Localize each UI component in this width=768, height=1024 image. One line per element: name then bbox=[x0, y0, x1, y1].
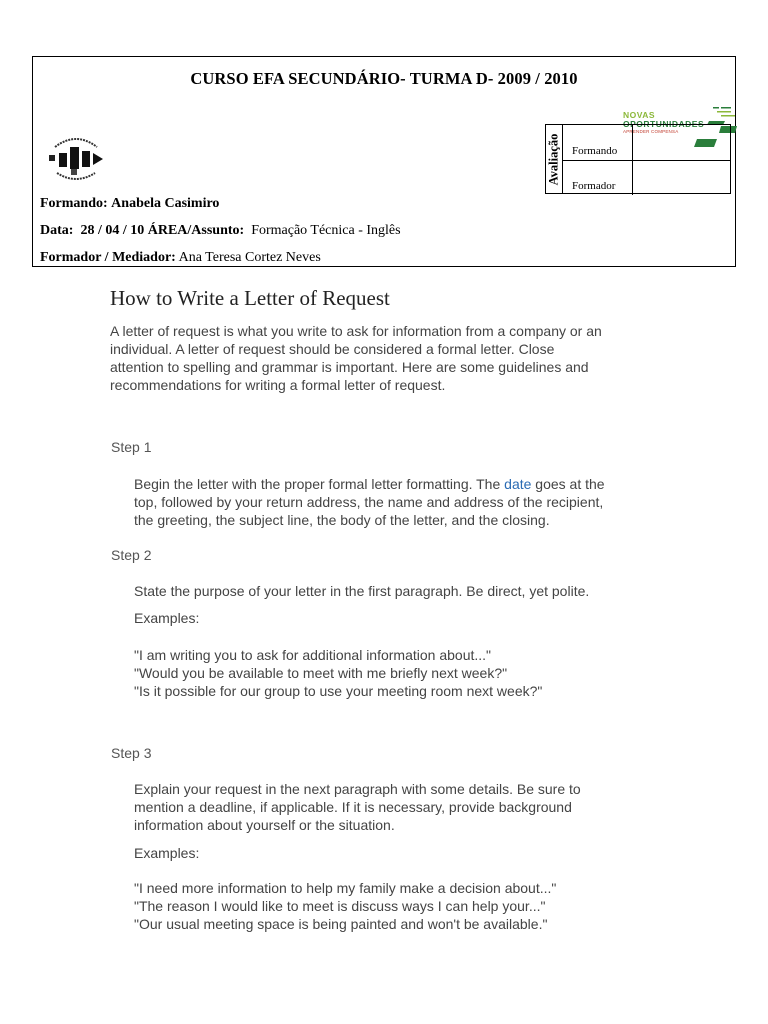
step-2-label: Step 2 bbox=[111, 547, 152, 563]
logo-text-oportunidades: OPORTUNIDADES bbox=[623, 119, 705, 129]
course-title: CURSO EFA SECUNDÁRIO- TURMA D- 2009 / 2010 bbox=[190, 69, 578, 88]
formando-value: Anabela Casimiro bbox=[111, 196, 220, 211]
evaluation-table bbox=[545, 124, 731, 194]
example-item: "I need more information to help my family make a decision about..." bbox=[134, 880, 557, 896]
formando-field bbox=[40, 196, 219, 212]
eval-label-formando: Formando bbox=[572, 145, 618, 157]
formador-value: Ana Teresa Cortez Neves bbox=[178, 250, 321, 265]
step-3-examples-label: Examples: bbox=[134, 845, 200, 861]
step-2-paragraph: State the purpose of your letter in the first paragraph. Be direct, yet polite. bbox=[134, 583, 590, 599]
step-1-paragraph: Begin the letter with the proper formal letter formatting. The date goes at the top, followed by your return address, the name and address of the recipient, the greeting, the subject line, the body of the letter, and the closing. bbox=[134, 476, 605, 528]
area-label: ÁREA/Assunto: bbox=[147, 223, 245, 238]
logo-text-aprender: APRENDER COMPENSA bbox=[623, 129, 679, 134]
formador-label: Formador / Mediador: bbox=[40, 250, 176, 265]
eval-row-formando bbox=[562, 125, 730, 161]
date-area-field bbox=[40, 223, 401, 239]
example-item: "I am writing you to ask for additional information about..." bbox=[134, 647, 492, 663]
eval-label-formador: Formador bbox=[572, 180, 616, 192]
logo-text-novas: NOVAS bbox=[623, 110, 656, 120]
eval-row-formador bbox=[562, 160, 730, 195]
date-value: 28 / 04 / 10 bbox=[80, 223, 145, 238]
step-2-examples bbox=[134, 646, 694, 700]
date-label: Data: bbox=[40, 223, 74, 238]
example-item: "Is it possible for our group to use your meeting room next week?" bbox=[134, 683, 543, 699]
example-item: "The reason I would like to meet is discuss ways I can help your..." bbox=[134, 898, 546, 914]
area-value: Formação Técnica - Inglês bbox=[251, 223, 401, 238]
formando-label: Formando: bbox=[40, 196, 108, 211]
step-3-label: Step 3 bbox=[111, 745, 152, 761]
intro-paragraph: A letter of request is what you write to ask for information from a company or an individual. A letter of request should be considered a formal letter. Close attention to spelling and grammar is important. Here are some guidelines and recommendations for writing a formal letter of request. bbox=[110, 323, 602, 393]
example-item: "Would you be available to meet with me briefly next week?" bbox=[134, 665, 508, 681]
step-3-examples bbox=[134, 879, 694, 933]
step-2-examples-label: Examples: bbox=[134, 610, 200, 626]
document-title: How to Write a Letter of Request bbox=[110, 286, 390, 310]
example-item: "Our usual meeting space is being painted and won't be available." bbox=[134, 916, 548, 932]
date-link[interactable]: date bbox=[504, 476, 532, 492]
evaluation-title: Avaliação bbox=[546, 133, 561, 185]
step-1-label: Step 1 bbox=[111, 439, 152, 455]
formador-field bbox=[40, 250, 321, 266]
step-3-paragraph: Explain your request in the next paragraph with some details. Be sure to mention a deadline, if applicable. If it is necessary, provide background information about yourself or the situation. bbox=[134, 781, 581, 833]
school-logo-icon bbox=[45, 133, 107, 185]
header-box bbox=[32, 56, 736, 267]
